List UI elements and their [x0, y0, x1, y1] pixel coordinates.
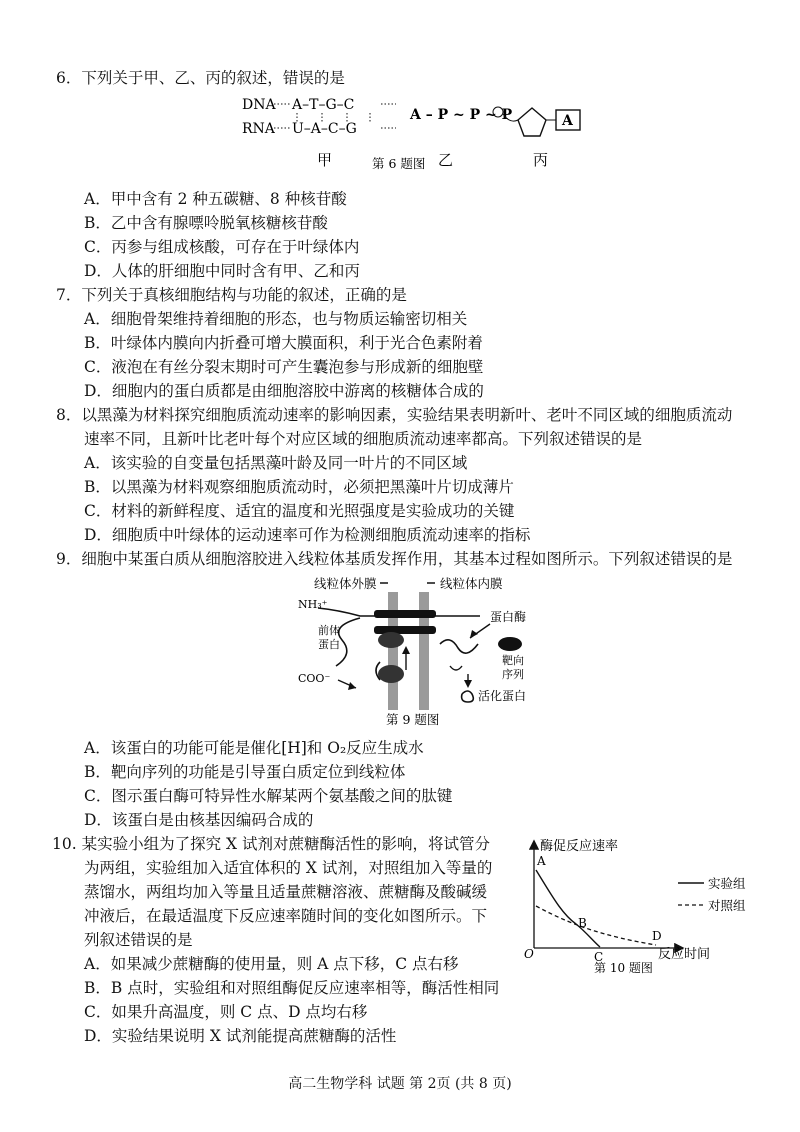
q10-option-b: B．B 点时，实验组和对照组酶促反应速率相等，酶活性相同: [84, 979, 500, 997]
label-jia: 甲: [317, 151, 333, 169]
chart-ylabel: 酶促反应速率: [540, 839, 619, 854]
base-letter: A: [562, 113, 573, 129]
q9-stem: 9．细胞中某蛋白质从细胞溶胶进入线粒体基质发挥作用，其基本过程如图所示。下列叙述错误的是: [56, 550, 733, 568]
legend-experimental: 实验组: [708, 876, 746, 891]
q7-option-b: B．叶绿体内膜向内折叠可增大膜面积，利于光合色素附着: [84, 334, 483, 352]
origin-label: O: [524, 947, 534, 961]
q6-caption: 第 6 题图: [372, 156, 426, 171]
q10-option-c: C．如果升高温度，则 C 点、D 点均右移: [84, 1003, 368, 1021]
outer-membrane-label: 线粒体外膜: [314, 576, 377, 591]
protease-label: 蛋白酶: [490, 610, 527, 624]
point-label-d: D: [652, 929, 662, 943]
q9-caption: 第 9 题图: [386, 712, 440, 727]
targeting-label-2: 序列: [502, 668, 524, 681]
legend-control: 对照组: [708, 898, 746, 913]
q9-option-d: D．该蛋白是由核基因编码合成的: [84, 811, 314, 829]
q8-stem-line1: 8．以黑藻为材料探究细胞质流动速率的影响因素，实验结果表明新叶、老叶不同区域的细胞质流动: [56, 406, 733, 424]
q6-option-d: D．人体的肝细胞中同时含有甲、乙和丙: [84, 262, 360, 280]
q10-stem-line4: 冲液后，在最适温度下反应速率随时间的变化如图所示。下: [84, 907, 488, 925]
nh3-label: NH₃⁺: [298, 598, 328, 611]
active-protein-knot: [462, 691, 474, 702]
q6-stem: 6．下列关于甲、乙、丙的叙述，错误的是: [56, 69, 345, 87]
outer-membrane: [388, 592, 398, 710]
precursor-label-1: 前体: [318, 624, 340, 637]
q10-stem-line5: 列叙述错误的是: [84, 931, 193, 949]
point-label-a: A: [537, 854, 546, 868]
q8-option-d: D．细胞质中叶绿体的运动速率可作为检测细胞质流动速率的指标: [84, 526, 531, 544]
q9-figure: [290, 574, 580, 734]
dna-label: DNA: [242, 97, 276, 113]
rna-label: RNA: [242, 121, 275, 137]
point-label-b: B: [578, 916, 587, 930]
q8-stem-line2: 速率不同，且新叶比老叶每个对应区域的细胞质流动速率都高。下列叙述错误的是: [84, 430, 643, 448]
q7-option-a: A．细胞骨架维持着细胞的形态，也与物质运输密切相关: [84, 310, 468, 328]
q7-option-c: C．液泡在有丝分裂末期时可产生囊泡参与形成新的细胞壁: [84, 358, 484, 376]
q10-stem-line3: 蒸馏水，两组均加入等量且适量蔗糖溶液、蔗糖酶及酸碱缓: [84, 883, 488, 901]
up-arrow-icon: [402, 646, 410, 654]
label-yi: 乙: [438, 151, 454, 169]
q10-chart: [518, 834, 780, 974]
protease-shape: [498, 637, 522, 651]
q10-caption: 第 10 题图: [594, 961, 653, 974]
rna-sequence: U–A–C–G: [292, 121, 357, 137]
q8-option-b: B．以黑藻为材料观察细胞质流动时，必须把黑藻叶片切成薄片: [84, 478, 514, 496]
chart-xlabel: 反应时间: [658, 947, 711, 962]
point-label-c: C: [594, 950, 604, 964]
q7-stem: 7．下列关于真核细胞结构与功能的叙述，正确的是: [56, 286, 407, 304]
label-bing: 丙: [533, 151, 549, 169]
q9-option-c: C．图示蛋白酶可特异性水解某两个氨基酸之间的肽键: [84, 787, 453, 805]
q7-option-d: D．细胞内的蛋白质都是由细胞溶胶中游离的核糖体合成的: [84, 382, 484, 400]
q10-option-d: D．实验结果说明 X 试剂能提高蔗糖酶的活性: [84, 1027, 397, 1045]
q8-option-c: C．材料的新鲜程度、适宜的温度和光照强度是实验成功的关键: [84, 502, 515, 520]
q6-figure: [240, 92, 600, 178]
series-experimental: [536, 870, 600, 947]
page-footer: 高二生物学科 试题 第 2页 (共 8 页): [288, 1076, 512, 1092]
q10-option-a: A．如果减少蔗糖酶的使用量，则 A 点下移，C 点右移: [84, 955, 459, 973]
coo-label: COO⁻: [298, 672, 331, 685]
active-protein-label: 活化蛋白: [478, 689, 527, 703]
inner-membrane-label: 线粒体内膜: [440, 576, 503, 591]
receptor-lower: [378, 665, 404, 683]
q8-option-a: A．该实验的自变量包括黑藻叶龄及同一叶片的不同区域: [84, 454, 468, 472]
translocase-lower: [378, 632, 404, 648]
q6-option-b: B．乙中含有腺嘌呤脱氧核糖核苷酸: [84, 214, 328, 232]
series-control: [536, 906, 656, 945]
down-arrow-icon: [464, 680, 472, 688]
precursor-label-2: 蛋白: [318, 638, 340, 651]
q9-option-b: B．靶向序列的功能是引导蛋白质定位到线粒体: [84, 763, 406, 781]
q9-option-a: A．该蛋白的功能可能是催化[H]和 O₂反应生成水: [84, 739, 424, 757]
q10-stem-line2: 为两组，实验组加入适宜体积的 X 试剂，对照组加入等量的: [84, 859, 493, 877]
inner-membrane: [419, 592, 429, 710]
pentose-ring: [518, 108, 546, 136]
q10-stem-line1: 10. 某实验小组为了探究 X 试剂对蔗糖酶活性的影响，将试管分: [52, 835, 490, 853]
q6-option-c: C．丙参与组成核酸，可存在于叶绿体内: [84, 238, 360, 256]
dna-sequence: A–T–G–C: [292, 97, 355, 113]
atp-formula: A – P ~ P ~ P: [410, 107, 513, 123]
q6-option-a: A．甲中含有 2 种五碳糖、8 种核苷酸: [84, 190, 347, 208]
targeting-label-1: 靶向: [502, 654, 524, 667]
